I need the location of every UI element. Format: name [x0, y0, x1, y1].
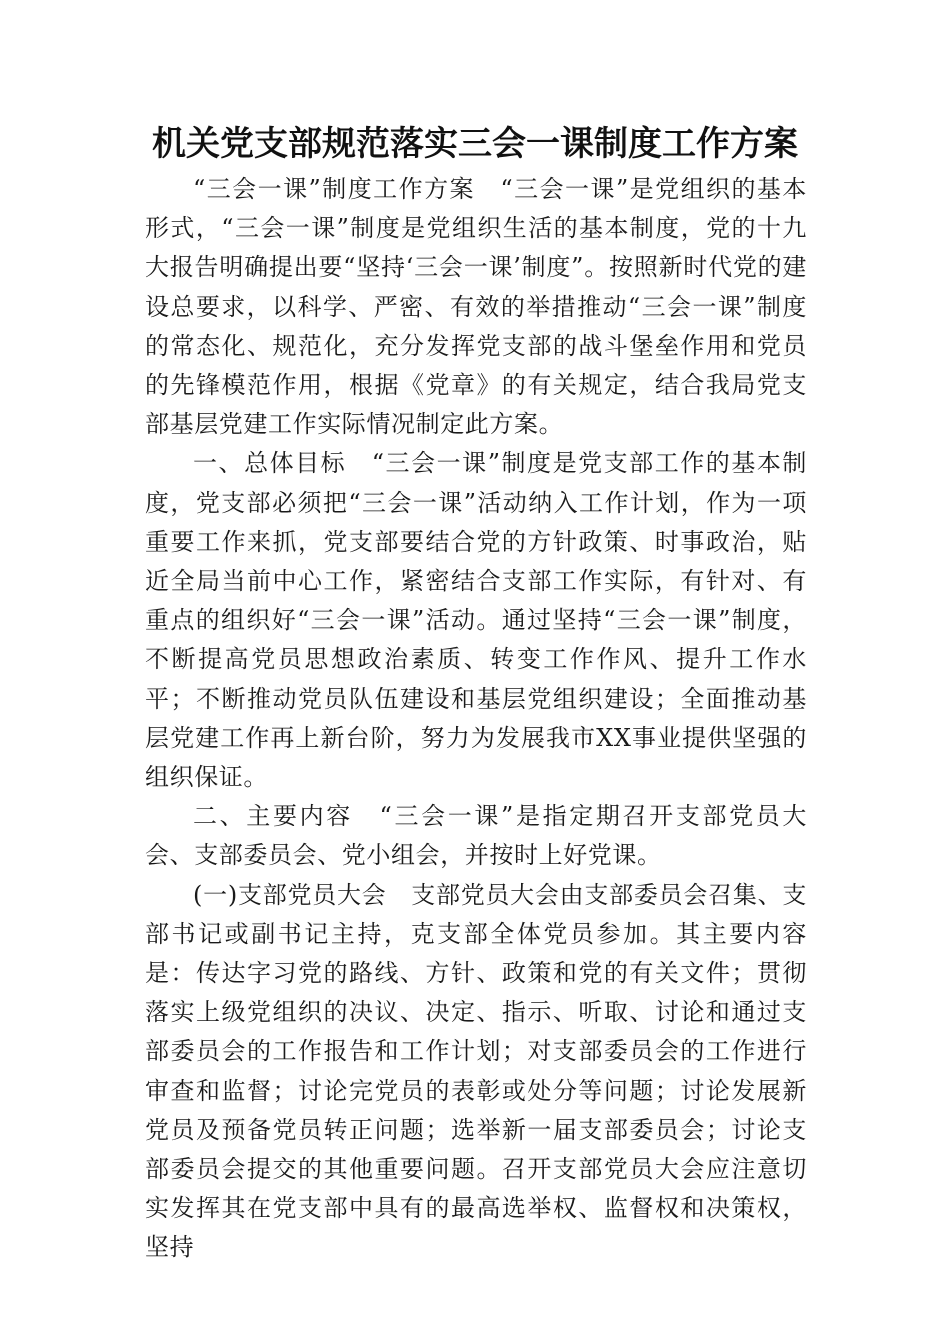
paragraph-intro: “三会一课”制度工作方案 “三会一课”是党组织的基本形式，“三会一课”制度是党组织生活的基本制度，党的十九大报告明确提出要“坚持‘三会一课’制度”。按照新时代党的建设总要求，以科学、严密、有效的举措推动“三会一课”制度的常态化、规范化，充分发挥党支部的战斗堡垒作用和党员的先锋模范作用，根据《党章》的有关规定，结合我局党支部基层党建工作实际情况制定此方案。: [145, 175, 807, 439]
paragraph-main-content: 二、主要内容 “三会一课”是指定期召开支部党员大会、支部委员会、党小组会，并按时上好党课。: [145, 802, 807, 870]
document-body: [145, 170, 807, 1268]
paragraph-party-member-meeting: (一)支部党员大会 支部党员大会由支部委员会召集、支部书记或副书记主持，克支部全体党员参加。其主要内容是：传达字习党的路线、方针、政策和党的有关文件；贯彻落实上级党组织的决议、决定、指示、听取、讨论和通过支部委员会的工作报告和工作计划；对支部委员会的工作进行审查和监督；讨论完党员的表彰或处分等问题；讨论发展新党员及预备党员转正问题；选举新一届支部委员会；讨论支部委员会提交的其他重要问题。召开支部党员大会应注意切实发挥其在党支部中具有的最高选举权、监督权和决策权，坚持: [145, 880, 807, 1262]
document-title: 机关党支部规范落实三会一课制度工作方案: [152, 124, 798, 164]
paragraph-overall-goal: 一、总体目标 “三会一课”制度是党支部工作的基本制度，党支部必须把“三会一课”活动纳入工作计划，作为一项重要工作来抓，党支部要结合党的方针政策、时事政治，贴近全局当前中心工作，紧密结合支部工作实际，有针对、有重点的组织好“三会一课”活动。通过坚持“三会一课”制度，不断提高党员思想政治素质、转变工作作风、提升工作水平；不断推动党员队伍建设和基层党组织建设；全面推动基层党建工作再上新台阶，努力为发展我市XX事业提供坚强的组织保证。: [145, 449, 807, 792]
